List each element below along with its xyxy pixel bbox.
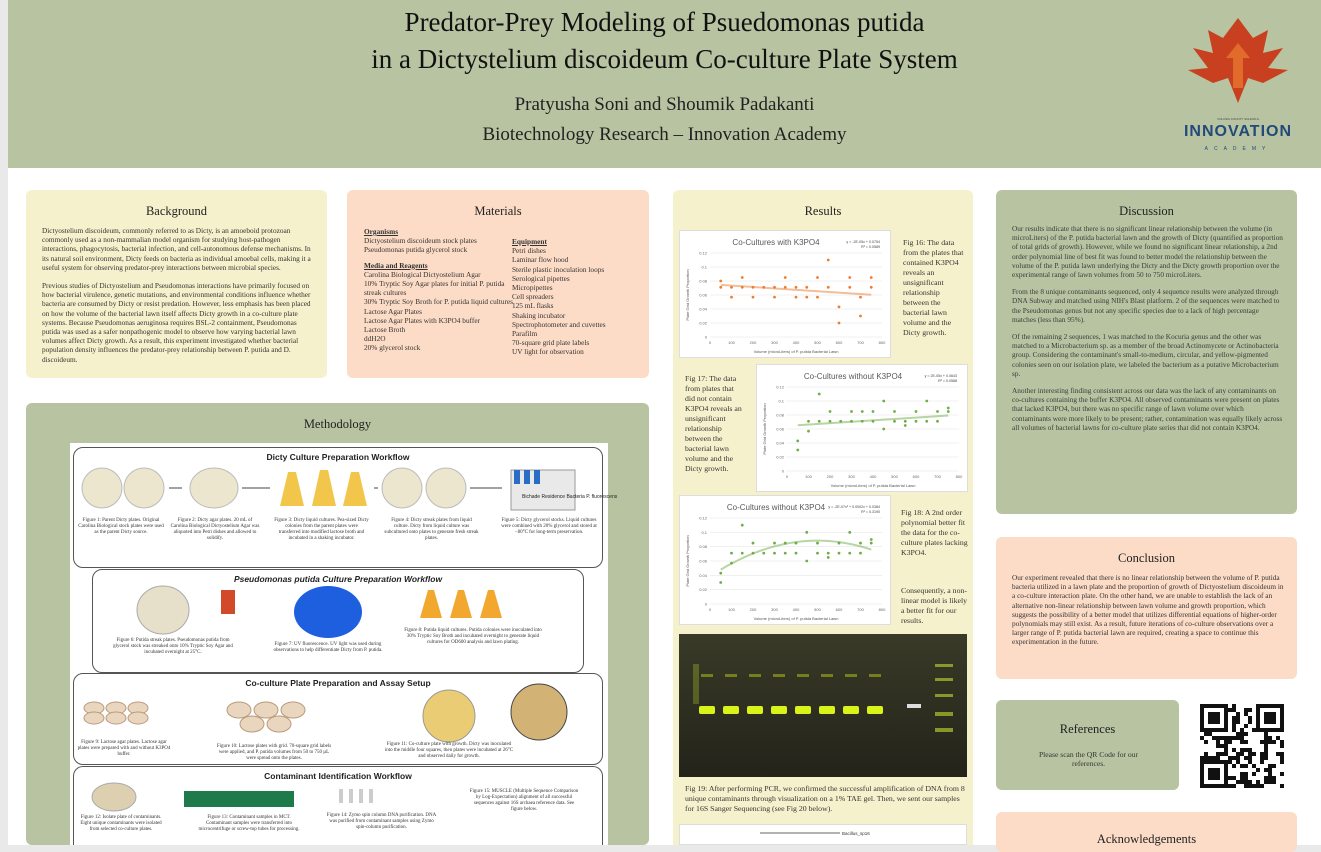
data-point bbox=[795, 552, 798, 555]
y-tick-label: 0.12 bbox=[699, 250, 707, 256]
x-tick-label: 300 bbox=[771, 607, 778, 612]
data-point bbox=[893, 410, 896, 413]
y-tick-label: 0.1 bbox=[778, 398, 784, 404]
x-tick-label: 100 bbox=[728, 607, 735, 612]
data-point bbox=[730, 296, 733, 299]
methodology-title: Methodology bbox=[303, 417, 372, 431]
data-point bbox=[838, 322, 841, 325]
data-point bbox=[848, 531, 851, 534]
y-tick-label: 0.1 bbox=[701, 529, 707, 535]
data-point bbox=[904, 420, 907, 423]
list-item: Spectrophotometer and cuvettes bbox=[512, 319, 606, 329]
data-point bbox=[850, 410, 853, 413]
x-tick-label: 300 bbox=[771, 340, 778, 345]
list-item: Lactose Agar Plates bbox=[364, 306, 422, 316]
list-item: Lactose Broth bbox=[364, 325, 406, 335]
data-point bbox=[816, 542, 819, 545]
data-point bbox=[805, 296, 808, 299]
data-point bbox=[848, 552, 851, 555]
figure-11-caption: Figure 11: Co-culture plate with growth. Dicty was inoculated into the middle four squares, then plates were incubated at 26°C and observed daily for growth. bbox=[384, 742, 514, 759]
contaminant-workflow-title: Contaminant Identification Workflow bbox=[264, 771, 412, 781]
organisms-heading: Organisms bbox=[364, 227, 399, 236]
data-point bbox=[807, 430, 810, 433]
gel-band bbox=[819, 706, 835, 714]
x-tick-label: 400 bbox=[869, 474, 877, 479]
data-point bbox=[752, 296, 755, 299]
header bbox=[8, 0, 1321, 168]
data-point bbox=[915, 410, 918, 413]
data-point bbox=[882, 428, 885, 431]
data-point bbox=[762, 552, 765, 555]
glycerol-stock-label: Bichade Residence Bacteria P. fluorescens bbox=[522, 494, 618, 500]
methodology-panel bbox=[26, 403, 649, 845]
data-point bbox=[838, 306, 841, 309]
dicty-workflow-title: Dicty Culture Preparation Workflow bbox=[266, 452, 410, 462]
data-point bbox=[870, 286, 873, 289]
data-point bbox=[838, 552, 841, 555]
y-tick-label: 0 bbox=[704, 601, 707, 607]
references-text: Please scan the QR Code for our references. bbox=[1038, 750, 1139, 769]
data-point bbox=[784, 276, 787, 279]
chart-title: Co-Cultures without K3PO4 bbox=[726, 503, 826, 512]
data-point bbox=[859, 542, 862, 545]
list-item: UV light for observation bbox=[512, 347, 584, 357]
data-point bbox=[850, 420, 853, 423]
acknowledgements-title: Acknowledgements bbox=[1096, 832, 1197, 846]
list-item: Serological pipettes bbox=[512, 273, 570, 283]
discussion-paragraph-1: Our results indicate that there is no significant linear relationship between the volume (in microLiters) of the P. putida bacterial lawn and the growth of Dicty (quantified as proportion of total grids of growth). However, while we found no significant linear relationship, a 2nd order polynomial line of best fit was found to better model the relationship between the volume of the P. putida lawn underlying the Dicty and the Dicty growth proportion over the experimental range of lawn volumes from 50 to 750 microLiters. bbox=[1012, 224, 1283, 280]
data-point bbox=[796, 449, 799, 452]
background-text bbox=[42, 226, 314, 364]
y-tick-label: 0.02 bbox=[699, 587, 707, 593]
data-point bbox=[719, 581, 722, 584]
innovation-academy-logo bbox=[1168, 8, 1308, 158]
gel-band bbox=[771, 706, 787, 714]
conclusion-text: Our experiment revealed that there is no linear relationship between the volume of P. putida bacteria utilized in a lawn plate and the proportion of growth of Dictyostelium discoideum in a co-culture interaction plate. On the other hand, we are unable to establish the lack of an alternative non-linear relationship between lawn volume and growth proportion, which suggests the possibility of a better model that utilizes differential equations of higher-order polynomials may still exist. As a result, future iterations of co-culture observations over a larger range of P. putida bacterial lawn are required, creating a space to continue this experimentation in the future. bbox=[1012, 573, 1284, 647]
x-tick-label: 500 bbox=[814, 340, 821, 345]
x-tick-label: 100 bbox=[728, 340, 735, 345]
data-point bbox=[947, 410, 950, 413]
x-tick-label: 0 bbox=[785, 474, 789, 479]
x-axis-label: Volume (microLiters) of P. putida Bacterial Lawn bbox=[830, 483, 916, 488]
list-item: Petri dishes bbox=[512, 246, 546, 256]
equipment-heading: Equipment bbox=[512, 237, 547, 246]
chart-fig17 bbox=[756, 364, 968, 492]
data-point bbox=[936, 410, 939, 413]
x-tick-label: 800 bbox=[878, 607, 886, 612]
data-point bbox=[827, 259, 830, 262]
organisms-list bbox=[364, 236, 514, 254]
gel-band-faint bbox=[749, 674, 761, 677]
gel-band-faint bbox=[797, 674, 809, 677]
y-tick-label: 0.06 bbox=[699, 558, 707, 564]
phylogenetic-tree bbox=[679, 824, 967, 845]
gel-band bbox=[699, 706, 715, 714]
data-point bbox=[861, 420, 864, 423]
data-point bbox=[741, 552, 744, 555]
data-point bbox=[796, 440, 799, 443]
x-tick-label: 800 bbox=[955, 474, 963, 479]
data-point bbox=[773, 286, 776, 289]
data-point bbox=[730, 286, 733, 289]
x-tick-label: 600 bbox=[835, 340, 843, 345]
data-point bbox=[807, 420, 810, 423]
trend-r2: R² = 0.0589 bbox=[861, 245, 880, 249]
poster-title bbox=[8, 4, 1321, 78]
x-tick-label: 0 bbox=[708, 340, 712, 345]
data-point bbox=[752, 542, 755, 545]
data-point bbox=[730, 552, 733, 555]
x-tick-label: 800 bbox=[878, 340, 886, 345]
y-tick-label: 0.12 bbox=[699, 515, 707, 521]
list-item: Carolina Biological Dictyostelium Agar bbox=[364, 269, 481, 279]
figure-4-caption: Figure 4: Dicty streak plates from liquid culture. Dicty from liquid culture was subcultured onto plates to generate fresh streak plates. bbox=[384, 518, 479, 541]
fig18-caption: Fig 18: A 2nd order polynomial better fit the data for the co-culture plates lacking K3PO4. bbox=[901, 508, 968, 557]
results-title: Results bbox=[804, 204, 842, 218]
gel-band bbox=[867, 706, 883, 714]
figure-7-caption: Figure 7: UV fluorescence. UV light was used during observations to help differentiate Dicty from P. putida. bbox=[273, 642, 383, 653]
results-panel bbox=[673, 190, 973, 845]
x-tick-label: 700 bbox=[934, 474, 941, 479]
figure-6-caption: Figure 6: Putida streak plates. Pseudomonas putida from glycerol stock was streaked onto 10% Tryptic Soy Agar and incubated overnight at 25°C. bbox=[113, 638, 233, 655]
gel-band bbox=[843, 706, 859, 714]
data-point bbox=[827, 286, 830, 289]
references-title: References bbox=[1059, 722, 1116, 736]
y-tick-label: 0.04 bbox=[699, 572, 707, 578]
data-point bbox=[719, 280, 722, 283]
list-item: Lactose Agar Plates with K3PO4 buffer bbox=[364, 315, 480, 325]
x-tick-label: 600 bbox=[835, 607, 843, 612]
conclusion-title: Conclusion bbox=[1118, 551, 1175, 565]
y-tick-label: 0.08 bbox=[699, 278, 707, 284]
authors: Pratyusha Soni and Shoumik Padakanti bbox=[514, 94, 815, 115]
data-point bbox=[936, 420, 939, 423]
y-tick-label: 0.1 bbox=[701, 264, 707, 270]
data-point bbox=[925, 400, 928, 403]
fig16-caption: Fig 16: The data from the plates that contained K3PO4 reveals an unsignificant relationship between the bacterial lawn volume and the Dicty growth. bbox=[903, 238, 964, 337]
x-tick-label: 400 bbox=[792, 607, 800, 612]
gel-band-faint bbox=[725, 674, 737, 677]
data-point bbox=[859, 296, 862, 299]
affiliation: Biotechnology Research – Innovation Academy bbox=[482, 124, 847, 145]
fig17-caption: Fig 17: The data from plates that did not contain K3PO4 reveals an unsignificant relationship between the bacterial lawn volume and the Dicty growth. bbox=[685, 374, 742, 473]
data-point bbox=[859, 315, 862, 318]
discussion-title: Discussion bbox=[1119, 204, 1174, 218]
y-tick-label: 0.06 bbox=[776, 426, 784, 432]
y-tick-label: 0 bbox=[781, 468, 784, 474]
svg-text:VOLUSIA COUNTY SCHOOLS: VOLUSIA COUNTY SCHOOLS bbox=[1217, 117, 1259, 121]
data-point bbox=[741, 276, 744, 279]
trend-equation: y = -2E-07x² + 0.0002x + 0.0384 bbox=[828, 505, 880, 509]
list-item: ddH2O bbox=[364, 334, 386, 344]
data-point bbox=[859, 552, 862, 555]
y-tick-label: 0.08 bbox=[699, 544, 707, 550]
y-axis-label: Plate Grid Growth Proportion bbox=[685, 535, 690, 587]
fig18-note: Consequently, a non-linear model is likely a better fit for our results. bbox=[901, 586, 968, 625]
x-tick-label: 200 bbox=[749, 340, 757, 345]
list-item: Parafilm bbox=[512, 329, 538, 339]
methodology-figure bbox=[70, 443, 618, 845]
y-tick-label: 0.12 bbox=[776, 384, 784, 390]
list-item: Laminar flow hood bbox=[512, 255, 569, 265]
references-panel bbox=[996, 700, 1179, 790]
figure-8-caption: Figure 8: Putida liquid cultures. Putida colonies were inoculated into 30% Tryptic Soy Broth and incubated overnight to generate liquid cultures for OD600 analysis and lawn plating. bbox=[404, 628, 542, 645]
chart-fig16 bbox=[679, 230, 891, 358]
data-point bbox=[861, 410, 864, 413]
background-panel bbox=[26, 190, 327, 378]
y-tick-label: 0.04 bbox=[776, 440, 784, 446]
list-item: 125 mL flasks bbox=[512, 301, 554, 311]
x-tick-label: 700 bbox=[857, 340, 864, 345]
materials-left-column bbox=[364, 227, 514, 353]
data-point bbox=[915, 420, 918, 423]
equipment-list bbox=[512, 246, 642, 356]
data-point bbox=[827, 552, 830, 555]
data-point bbox=[904, 424, 907, 427]
x-tick-label: 300 bbox=[848, 474, 855, 479]
figure-9-caption-text: Figure 9: Lactose agar plates. Lactose agar plates were prepared with and without K3PO4 buffer. bbox=[77, 740, 171, 757]
discussion-panel bbox=[996, 190, 1297, 514]
y-axis-label: Plate Grid Growth Proportion bbox=[762, 403, 767, 455]
data-point bbox=[816, 276, 819, 279]
materials-panel bbox=[347, 190, 649, 378]
gel-band-faint bbox=[701, 674, 713, 677]
y-tick-label: 0.02 bbox=[699, 320, 707, 326]
figure-10-caption: Figure 10: Lactose plates with grid. 70-square grid labels were applied, and P. putida volumes from 50 to 750 µL were spread onto the plates. bbox=[216, 744, 332, 761]
list-item: 20% glycerol stock bbox=[364, 343, 421, 353]
list-item: Sterile plastic inoculation loops bbox=[512, 264, 605, 274]
coculture-workflow bbox=[73, 673, 603, 765]
data-point bbox=[818, 393, 821, 396]
background-paragraph-2: Previous studies of Dictyostelium and Pseudomonas interactions have primarily focused on how bacterial virulence, genetic mutations, and environmental conditions influence whether bacteria are consumed by Dicty or resist predation. However, less emphasis has been placed on how the volume of the bacterial lawn itself affects Dicty growth in a co-culture plate systems. Because Pseudomonas aeruginosa requires BSL-2 containment, Pseudomonas putida was used as a safer nonpathogenic model to observe how varying bacterial lawn volumes affect Dicty growth. As a result, this experiment investigated whether bacterial population density influences the predator-prey relationship between P. putida and D. discoideum. bbox=[42, 281, 311, 364]
data-point bbox=[872, 420, 875, 423]
data-point bbox=[795, 296, 798, 299]
data-point bbox=[741, 286, 744, 289]
data-point bbox=[870, 276, 873, 279]
gel-image bbox=[679, 634, 967, 777]
y-tick-label: 0.04 bbox=[699, 306, 707, 312]
data-point bbox=[773, 296, 776, 299]
figure-13-caption: Figure 13: Contaminant samples in MCT. Contaminant samples were transferred into microcentrifuge or screw-top tubes for processing. bbox=[198, 815, 300, 832]
background-title: Background bbox=[145, 204, 208, 218]
gel-band bbox=[723, 706, 739, 714]
x-tick-label: 500 bbox=[891, 474, 898, 479]
data-point bbox=[829, 410, 832, 413]
data-point bbox=[773, 552, 776, 555]
x-tick-label: 0 bbox=[708, 607, 712, 612]
chart-fig18 bbox=[679, 495, 891, 625]
putida-workflow-title: Pseudomonas putida Culture Preparation Workflow bbox=[233, 574, 443, 584]
trend-equation: y = -2E-05x + 0.0754 bbox=[846, 240, 880, 244]
acknowledgements-panel bbox=[996, 812, 1297, 852]
x-axis-label: Volume (microLiters) of P. putida Bacterial Lawn bbox=[753, 349, 839, 354]
discussion-paragraph-4: Another interesting finding consistent across our data was the lack of any contaminants on co-cultures containing the buffer K3PO4. All observed contaminants were present on plates that lacked K3PO4, but there was no specific range of lawn volume over which contaminants were more likely to be present; rather, contamination was equally likely across all volumes of bacterial lawns for co-culture plate series that did not contain K3PO4. bbox=[1012, 386, 1283, 432]
data-point bbox=[947, 407, 950, 410]
media-list bbox=[364, 270, 514, 353]
data-point bbox=[848, 286, 851, 289]
contaminant-workflow bbox=[73, 766, 603, 845]
gel-band-faint bbox=[845, 674, 857, 677]
data-point bbox=[730, 562, 733, 565]
data-point bbox=[816, 552, 819, 555]
data-point bbox=[805, 531, 808, 534]
materials-right-column bbox=[512, 237, 642, 357]
putida-workflow bbox=[92, 569, 584, 673]
x-tick-label: 600 bbox=[912, 474, 920, 479]
tree-label: Bacillus_sp16 bbox=[842, 831, 870, 836]
data-point bbox=[805, 286, 808, 289]
gel-band bbox=[747, 706, 763, 714]
data-point bbox=[762, 286, 765, 289]
authors-block bbox=[8, 90, 1321, 150]
coculture-workflow-title: Co-culture Plate Preparation and Assay Setup bbox=[245, 678, 431, 688]
data-point bbox=[805, 560, 808, 563]
data-point bbox=[870, 542, 873, 545]
discussion-paragraph-2: From the 8 unique contaminants sequenced, only 4 sequence results were analyzed through DNA Subway and matched using NIH's Blast platform. 2 of the sequences were matched to the Pseudomonas genus but not any specific species due to a lack of high percentage matches (less than 95%). bbox=[1012, 287, 1280, 324]
data-point bbox=[719, 572, 722, 575]
trend-r2: R² = 0.0588 bbox=[938, 379, 957, 383]
y-axis-label: Plate Grid Growth Proportion bbox=[685, 269, 690, 321]
list-item: 30% Tryptic Soy Broth for P. putida liquid cultures bbox=[364, 297, 513, 307]
trend-equation: y = 2E-05x + 0.0643 bbox=[924, 374, 957, 378]
data-point bbox=[741, 524, 744, 527]
x-tick-label: 700 bbox=[857, 607, 864, 612]
trendline bbox=[721, 541, 872, 570]
data-point bbox=[773, 542, 776, 545]
media-heading: Media and Reagents bbox=[364, 260, 428, 270]
gel-band-faint bbox=[773, 674, 785, 677]
list-item: Dictyostelium discoideum stock plates bbox=[364, 236, 477, 246]
discussion-paragraph-3: Of the remaining 2 sequences, 1 was matched to the Kocuria genus and the other was matched to a Microbacterium sp. as a member of the broad Actinomycete or Actinobacteria group. Considering the contaminant's small-to-medium, circular, and yellow-pigmented colonies seen on our isolation plate, we labeled the bacterium as a putative Microbacterium sp. bbox=[1012, 332, 1279, 378]
list-item: Cell spreaders bbox=[512, 292, 554, 302]
data-point bbox=[795, 286, 798, 289]
title-line-1: Predator-Prey Modeling of Psuedomonas putida bbox=[404, 7, 925, 37]
list-item: 10% Tryptic Soy Agar plates for initial P. putida streak cultures bbox=[364, 279, 505, 298]
x-tick-label: 100 bbox=[805, 474, 812, 479]
references-qr-code[interactable] bbox=[1200, 704, 1284, 788]
figure-1-caption: Figure 1: Parent Dicty plates. Original Carolina Biological stock plates were used as the parent Dicty source. bbox=[78, 518, 164, 535]
gel-band-faint bbox=[869, 674, 881, 677]
data-point bbox=[893, 420, 896, 423]
chart-title: Co-Cultures without K3PO4 bbox=[803, 372, 903, 381]
data-point bbox=[752, 286, 755, 289]
gel-band bbox=[795, 706, 811, 714]
x-axis-label: Volume (microLiters) of P. putida Bacterial Lawn bbox=[753, 616, 839, 621]
data-point bbox=[719, 286, 722, 289]
data-point bbox=[829, 420, 832, 423]
data-point bbox=[882, 400, 885, 403]
data-point bbox=[816, 296, 819, 299]
conclusion-panel bbox=[996, 537, 1297, 679]
figure-12-caption: Figure 12: Isolate plate of contaminants. Eight unique contaminants were isolated from selected co-culture plates. bbox=[80, 815, 162, 832]
x-tick-label: 500 bbox=[814, 607, 821, 612]
list-item: Shaking incubator bbox=[512, 310, 566, 320]
list-item: 70-square grid plate labels bbox=[512, 338, 590, 348]
data-point bbox=[839, 420, 842, 423]
data-point bbox=[752, 552, 755, 555]
figure-14-caption: Figure 14: Zymo spin column DNA purification. DNA was purified from contaminant samples using Zymo spin-column purification. bbox=[326, 813, 437, 830]
data-point bbox=[870, 538, 873, 541]
data-point bbox=[925, 420, 928, 423]
chart-title: Co-Cultures with K3PO4 bbox=[732, 238, 820, 247]
y-tick-label: 0.08 bbox=[776, 412, 784, 418]
data-point bbox=[872, 410, 875, 413]
figure-2-caption: Figure 2: Dicty agar plates. 20 mL of Carolina Biological Dictyostelium Agar was aliquoted into Petri dishes and allowed to solidify. bbox=[170, 518, 260, 541]
figure-15-caption: Figure 15: MUSCLE (Multiple Sequence Comparison by Log-Expectation) alignment of all successful sequences against 16S archaea reference data. See figure below. bbox=[469, 789, 579, 812]
logo-subtext: ACADEMY bbox=[1204, 146, 1272, 152]
data-point bbox=[784, 542, 787, 545]
x-tick-label: 200 bbox=[826, 474, 834, 479]
list-item: Micropipettes bbox=[512, 283, 553, 293]
figure-5-caption: Figure 5: Dicty glycerol stocks. Liquid cultures were combined with 20% glycerol and stored at −80°C for long-term preservation. bbox=[501, 518, 597, 535]
logo-text: INNOVATION bbox=[1183, 123, 1293, 140]
trend-r2: R² = 0.3190 bbox=[861, 510, 880, 514]
fig19-caption: Fig 19: After performing PCR, we confirmed the successful amplification of DNA from 8 unique contaminants through visualization on a 1% TAE gel. Then, we sent our samples for 16S Sanger Sequencing (see Fig 20 below). bbox=[685, 784, 965, 813]
y-tick-label: 0.06 bbox=[699, 292, 707, 298]
x-tick-label: 200 bbox=[749, 607, 757, 612]
gel-band-faint bbox=[821, 674, 833, 677]
title-line-2: in a Dictystelium discoideum Co-culture Plate System bbox=[371, 44, 958, 74]
data-point bbox=[784, 286, 787, 289]
dicty-workflow bbox=[73, 447, 618, 568]
figure-3-caption: Figure 3: Dicty liquid cultures. Pea-sized Dicty colonies from the parent plates were transferred into modified lactose broth and incubated in a shaking incubator. bbox=[274, 518, 369, 541]
data-point bbox=[795, 542, 798, 545]
data-point bbox=[848, 276, 851, 279]
y-tick-label: 0.02 bbox=[776, 454, 784, 460]
y-tick-label: 0 bbox=[704, 334, 707, 340]
data-point bbox=[784, 552, 787, 555]
data-point bbox=[838, 542, 841, 545]
list-item: Pseudomonas putida glycerol stock bbox=[364, 245, 468, 255]
data-point bbox=[818, 420, 821, 423]
data-point bbox=[827, 556, 830, 559]
background-paragraph-1: Dictyostelium discoideum, commonly referred to as Dicty, is an amoeboid protozoan commonly used as a non-mammalian model organism for studying host-pathogen interactions, phagocytosis, bacterial infection, and cell-autonomous defense mechanisms. In its natural soil environment, Dicty feeds on bacteria as individual amoebal cells, making it a useful system for observing predator-prey interactions between microbial species. bbox=[42, 226, 311, 272]
materials-title: Materials bbox=[474, 204, 522, 218]
discussion-text bbox=[1012, 224, 1284, 432]
x-tick-label: 400 bbox=[792, 340, 800, 345]
